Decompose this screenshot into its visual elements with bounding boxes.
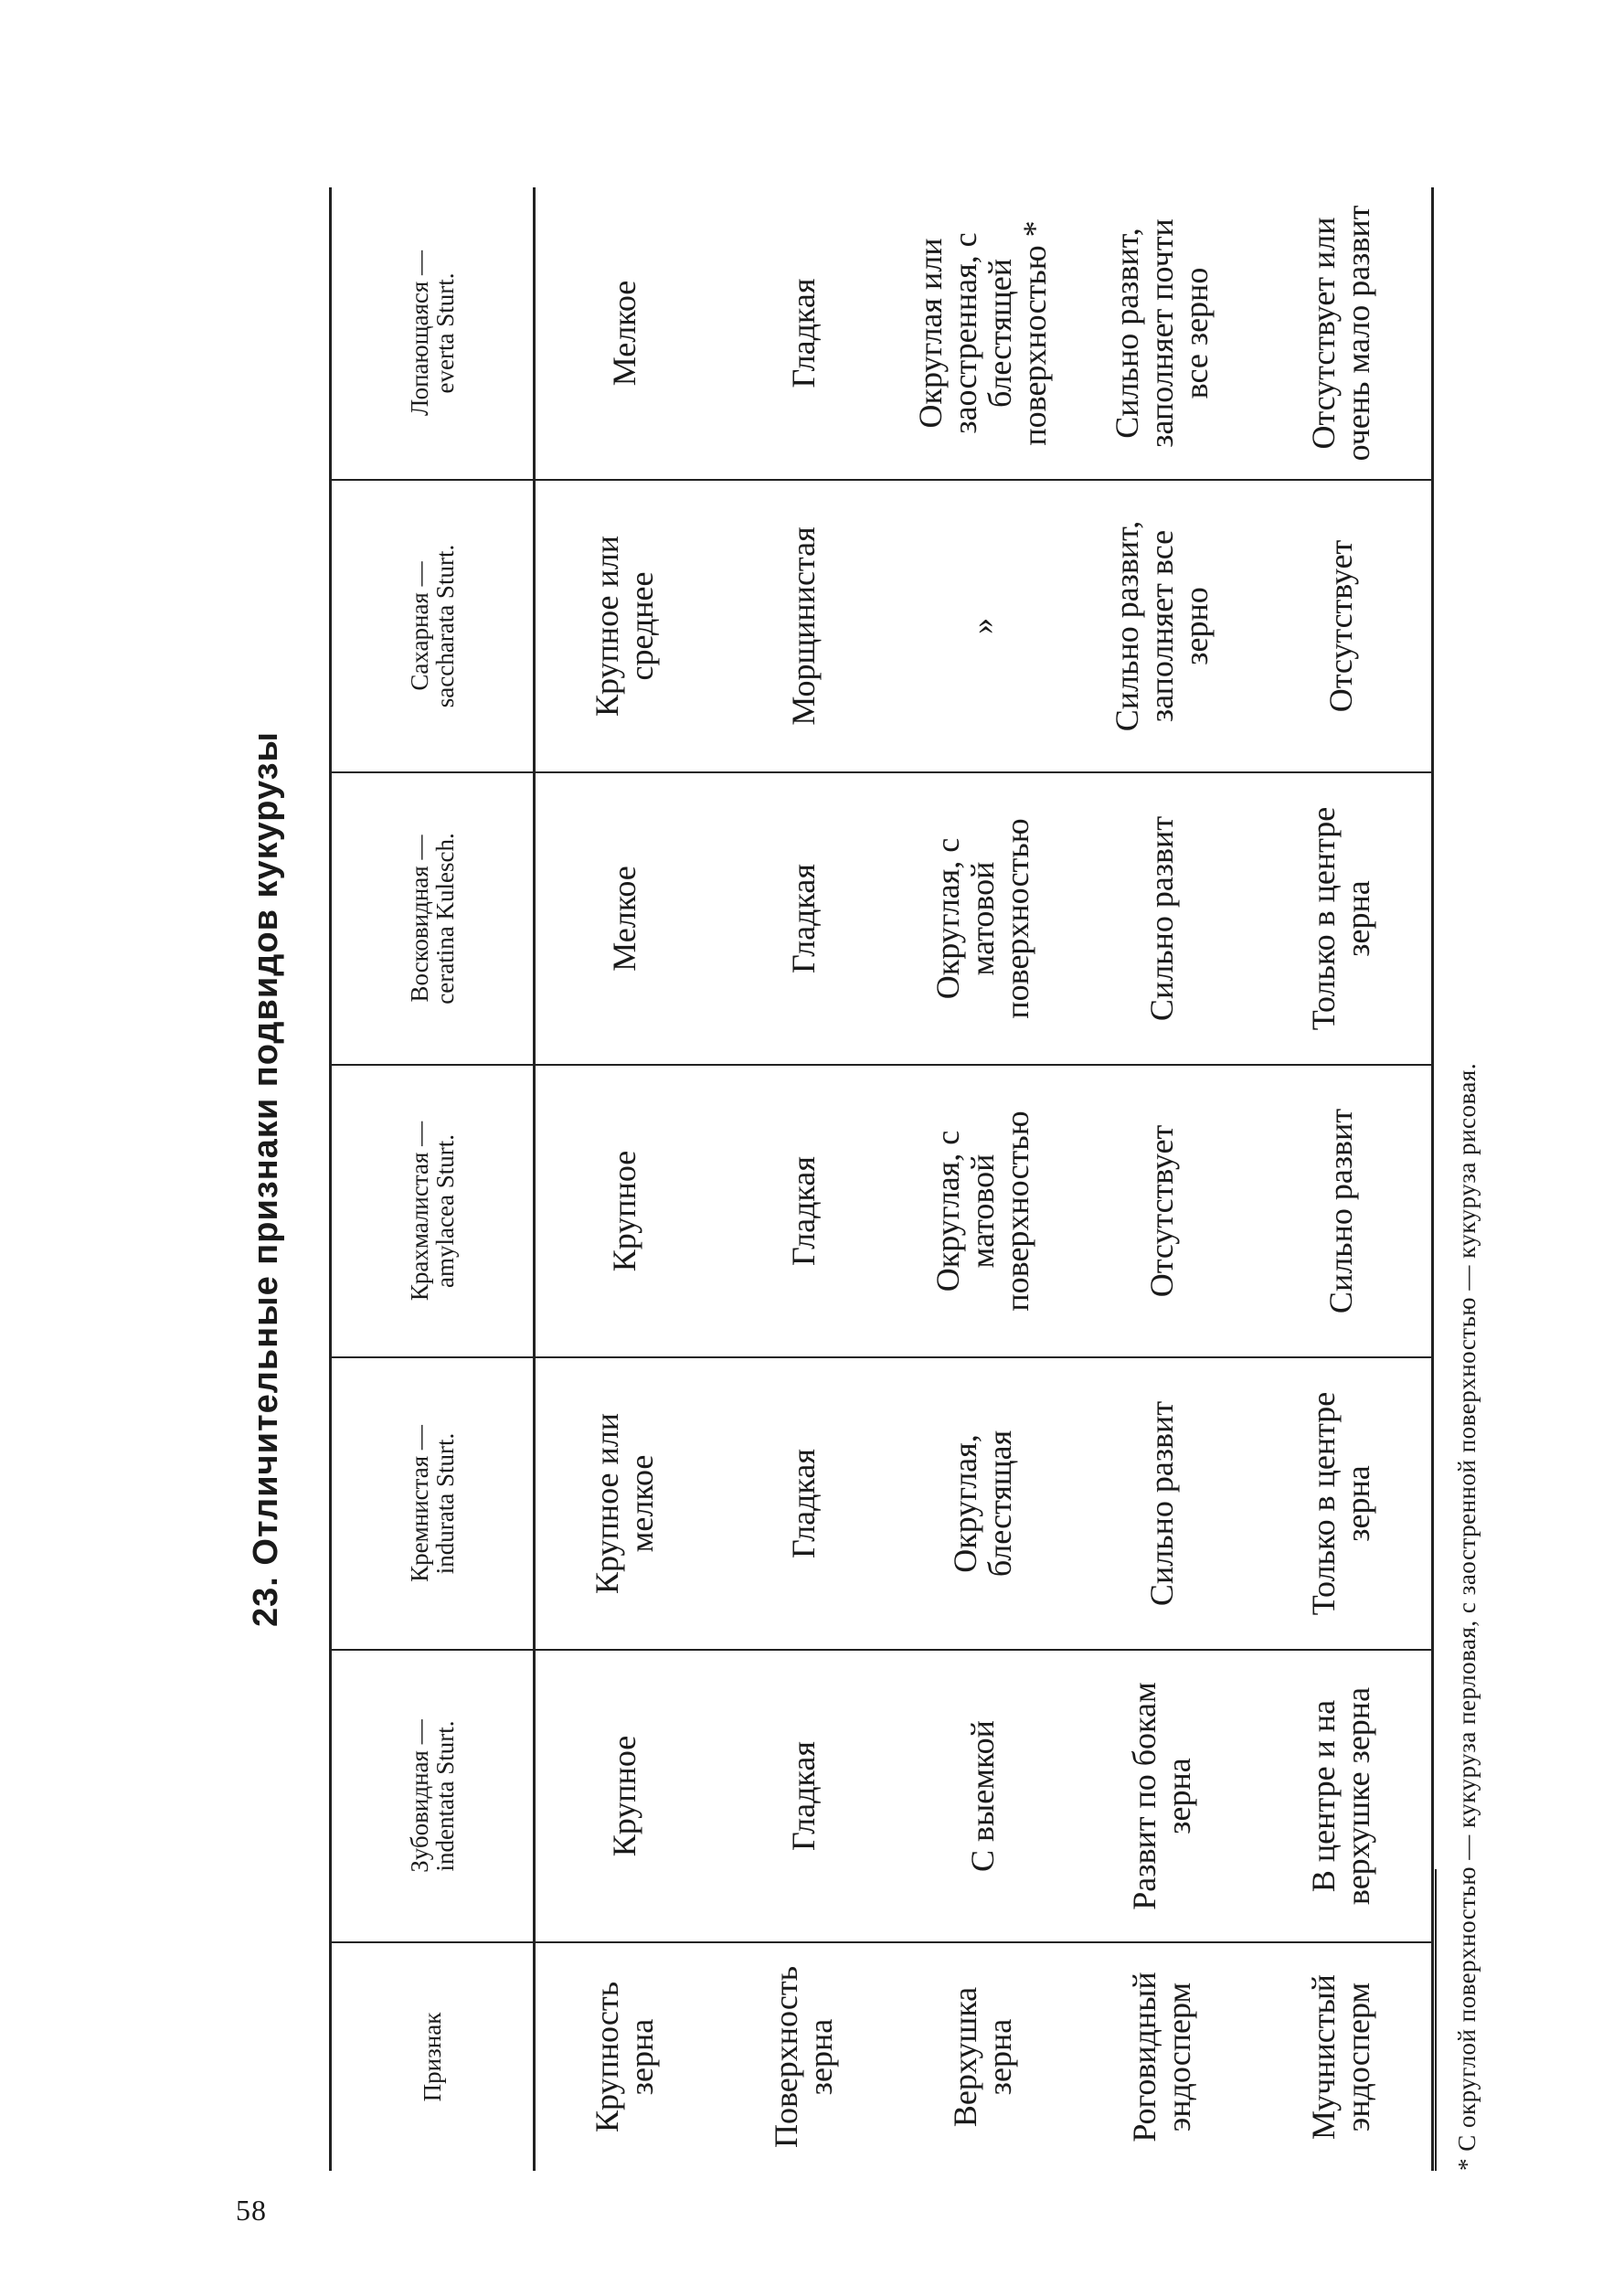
rotated-table-sheet — [219, 174, 1544, 2185]
header-subspecies — [331, 1357, 535, 1650]
table-cell: Крупное — [535, 1065, 716, 1357]
header-subspecies — [331, 1065, 535, 1357]
table-cell: Сильно развит — [1073, 772, 1252, 1065]
table-row — [1252, 187, 1433, 2171]
row-feature: Верхушка зерна — [947, 1986, 1018, 2128]
table-row — [535, 187, 716, 2171]
table-cell: Округлая, с матовой поверхностью — [894, 1065, 1073, 1357]
subspecies-latin: saccharata Sturt. — [431, 544, 459, 708]
table-cell: Сильно развит, заполняет все зерно — [1073, 480, 1252, 772]
table-cell: » — [894, 480, 1073, 772]
row-feature: Роговидный эндосперм — [1126, 1972, 1197, 2142]
table-cell: Сильно развит — [1252, 1065, 1433, 1357]
subspecies-latin: everta Sturt. — [431, 272, 459, 394]
subspecies-name: Сахарная — — [405, 561, 433, 691]
table-cell: Отсутствует — [1252, 480, 1433, 772]
table-cell: Сильно развит, заполняет почти все зерно — [1073, 187, 1252, 480]
table-cell: В центре и на верхушке зерна — [1252, 1650, 1433, 1942]
table-cell: Крупное или среднее — [535, 480, 716, 772]
subspecies-latin: indurata Sturt. — [431, 1432, 459, 1575]
table-cell: С выемкой — [894, 1650, 1073, 1942]
table-cell: Округлая или заостренная, с блестящей поверхностью * — [894, 187, 1073, 480]
table-cell: Крупное — [535, 1650, 716, 1942]
table-row — [1073, 187, 1252, 2171]
subspecies-table — [329, 187, 1434, 2171]
table-cell: Сильно развит — [1073, 1357, 1252, 1650]
table-row — [894, 187, 1073, 2171]
row-feature: Поверхность зерна — [768, 1965, 839, 2149]
table-cell: Развит по бокам зерна — [1073, 1650, 1252, 1942]
subspecies-name: Кремнистая — — [405, 1425, 433, 1582]
table-cell: Гладкая — [715, 1357, 894, 1650]
subspecies-name: Зубовидная — — [405, 1719, 433, 1873]
table-cell: Округлая, блестящая — [894, 1357, 1073, 1650]
subspecies-name: Лопающаяся — — [405, 250, 433, 417]
subspecies-latin: ceratina Kulesch. — [431, 833, 459, 1005]
header-subspecies — [331, 187, 535, 480]
table-cell: Морщинистая — [715, 480, 894, 772]
table-cell: Только в центре зерна — [1252, 1357, 1433, 1650]
table-cell: Мелкое — [535, 772, 716, 1065]
table-cell: Гладкая — [715, 1650, 894, 1942]
table-footnote: * С округлой поверхностью — кукуруза перловая, с заостренной поверхностью — кукуруза рисовая. — [1453, 1062, 1481, 2171]
table-cell: Гладкая — [715, 1065, 894, 1357]
table-cell: Отсутствует или очень мало развит — [1252, 187, 1433, 480]
table-cell: Гладкая — [715, 187, 894, 480]
subspecies-name: Восковидная — — [405, 835, 433, 1003]
table-cell: Гладкая — [715, 772, 894, 1065]
page-number: 58 — [236, 2194, 267, 2227]
footnote-divider — [1435, 1869, 1437, 2171]
table-cell: Только в центре зерна — [1252, 772, 1433, 1065]
row-feature: Крупность зерна — [589, 1981, 660, 2133]
header-subspecies — [331, 772, 535, 1065]
table-row — [715, 187, 894, 2171]
subspecies-name: Крахмалистая — — [405, 1121, 433, 1302]
header-feature-label: Признак — [418, 2012, 446, 2102]
table-cell: Отсутствует — [1073, 1065, 1252, 1357]
row-feature: Мучнистый эндосперм — [1252, 1942, 1433, 2171]
header-subspecies — [331, 1650, 535, 1942]
subspecies-latin: amylacea Sturt. — [431, 1134, 459, 1288]
table-cell: Округлая, с матовой поверхностью — [894, 772, 1073, 1065]
table-cell: Мелкое — [535, 187, 716, 480]
header-feature — [331, 1942, 535, 2171]
table-cell: Крупное или мелкое — [535, 1357, 716, 1650]
table-title: 23. Отличительные признаки подвидов кукурузы — [247, 731, 285, 1627]
header-row — [331, 187, 535, 2171]
header-subspecies — [331, 480, 535, 772]
subspecies-latin: indentata Sturt. — [431, 1720, 459, 1872]
